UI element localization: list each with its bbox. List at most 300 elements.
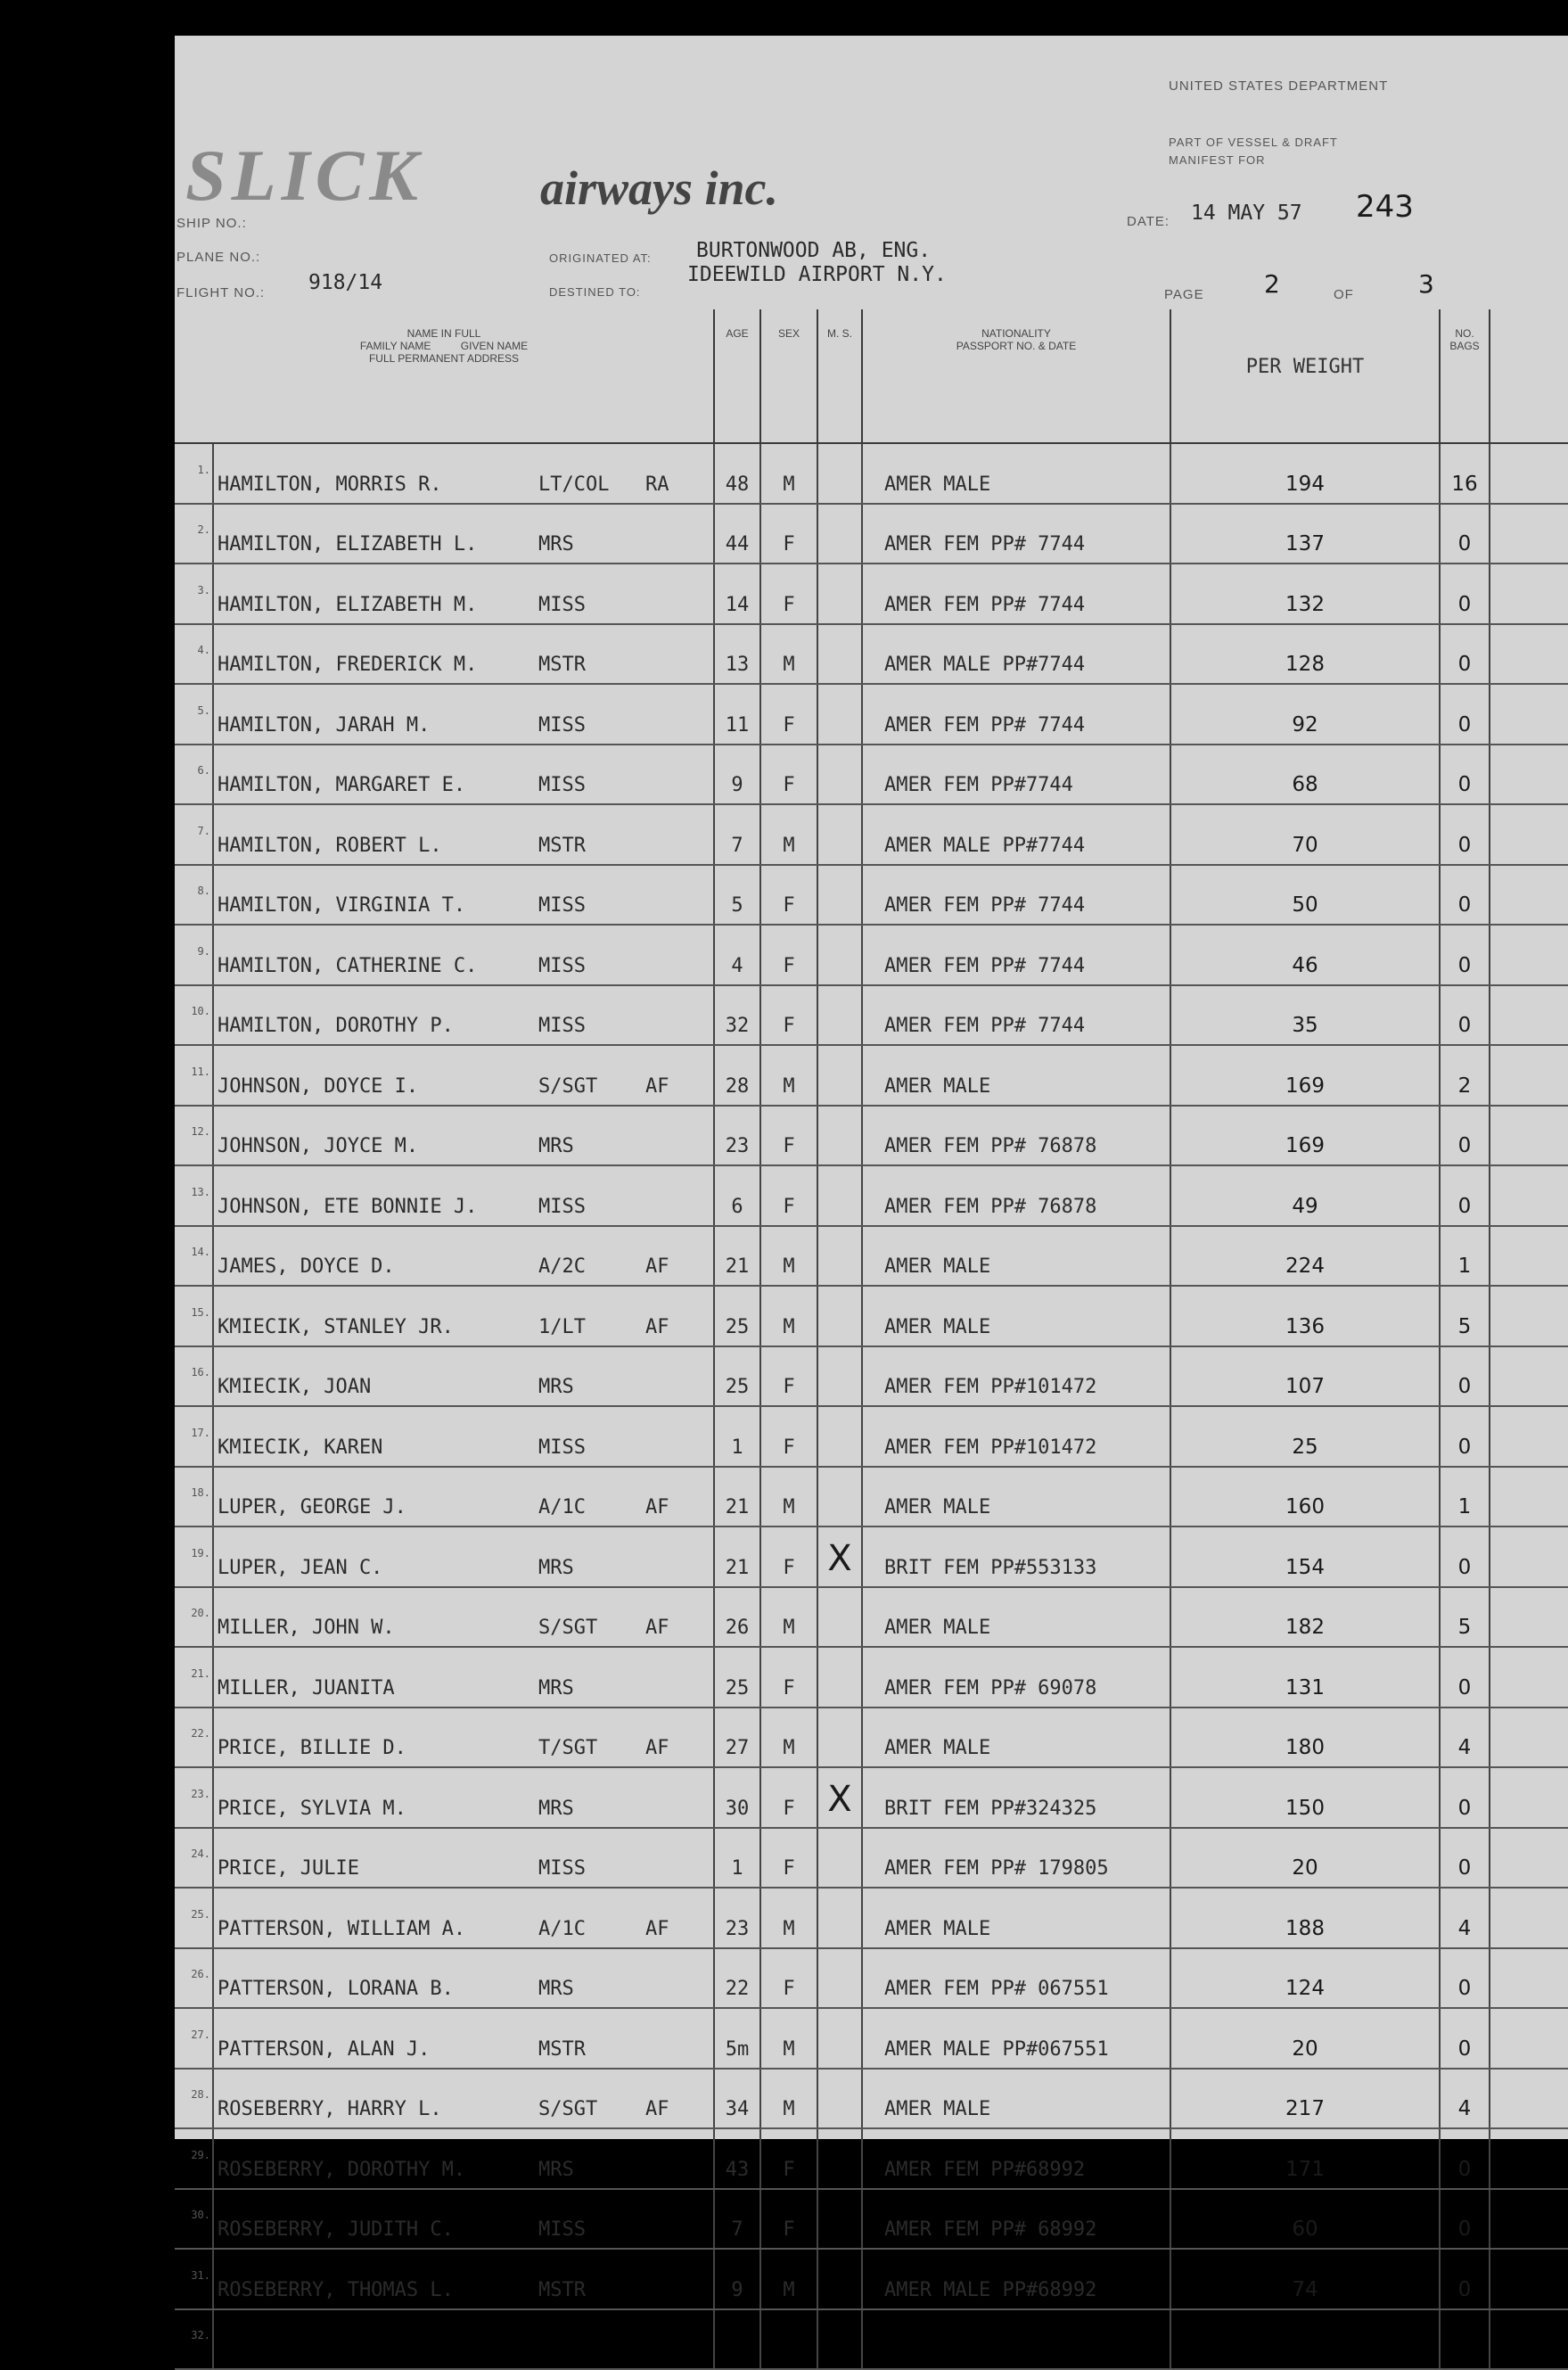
- weight-cell: 169: [1170, 1045, 1440, 1106]
- table-row: [175, 2128, 1568, 2189]
- nationality-cell: AMER FEM PP# 7744: [862, 985, 1170, 1046]
- passenger-service: AF: [645, 1315, 669, 1338]
- passenger-name: [213, 1828, 714, 1889]
- passenger-name: [213, 1527, 714, 1587]
- sex-cell: M: [760, 2008, 817, 2069]
- weight-cell: 194: [1170, 443, 1440, 504]
- row-number: 10.: [175, 985, 213, 1046]
- nationality-cell: AMER MALE: [862, 1286, 1170, 1346]
- sex-cell: F: [760, 504, 817, 564]
- age-cell: 9: [714, 2249, 760, 2309]
- bags-cell: 5: [1440, 1286, 1490, 1346]
- passenger-rank: MISS: [538, 774, 586, 796]
- nationality-cell: AMER MALE: [862, 1888, 1170, 1948]
- ms-cell: [817, 1106, 862, 1166]
- passenger-rank: MRS: [538, 1376, 574, 1398]
- table-row: [175, 985, 1568, 1046]
- row-number: 7.: [175, 804, 213, 865]
- passenger-name: [213, 1708, 714, 1768]
- nationality-cell: AMER FEM PP# 7744: [862, 684, 1170, 745]
- ms-cell: [817, 1346, 862, 1407]
- passenger-full-name: ROSEBERRY, JUDITH C.: [218, 2218, 454, 2241]
- sex-cell: F: [760, 745, 817, 805]
- ms-cell: [817, 2249, 862, 2309]
- extra-cell: [1490, 1286, 1568, 1346]
- extra-cell: [1490, 865, 1568, 926]
- weight-cell: [1170, 2309, 1440, 2370]
- weight-cell: 35: [1170, 985, 1440, 1046]
- date-value: 14 MAY 57: [1191, 202, 1302, 225]
- table-row: [175, 1647, 1568, 1708]
- name-column-header: [175, 309, 714, 443]
- passenger-rank: MISS: [538, 713, 586, 737]
- passenger-name: [213, 1647, 714, 1708]
- weight-cell: 92: [1170, 684, 1440, 745]
- weight-cell: 20: [1170, 2008, 1440, 2069]
- age-cell: 6: [714, 1165, 760, 1226]
- sex-cell: M: [760, 1708, 817, 1768]
- originated-label: ORIGINATED AT:: [549, 251, 652, 265]
- weight-cell: 49: [1170, 1165, 1440, 1226]
- passenger-rank: MRS: [538, 2158, 574, 2181]
- row-number: 19.: [175, 1527, 213, 1587]
- nationality-cell: BRIT FEM PP#324325: [862, 1767, 1170, 1828]
- passenger-name: [213, 564, 714, 624]
- bags-cell: 0: [1440, 865, 1490, 926]
- sex-cell: M: [760, 443, 817, 504]
- airline-logo-suffix: airways inc.: [540, 161, 779, 215]
- table-row: [175, 1708, 1568, 1768]
- ms-cell: [817, 2189, 862, 2250]
- row-number: 30.: [175, 2189, 213, 2250]
- weight-cell: 160: [1170, 1467, 1440, 1527]
- nationality-cell: AMER FEM PP# 7744: [862, 865, 1170, 926]
- stamp-number: 243: [1356, 189, 1414, 225]
- passenger-rank: MISS: [538, 1436, 586, 1459]
- ms-cell: [817, 1828, 862, 1889]
- sex-column-header: SEX: [760, 309, 817, 443]
- nationality-cell: AMER MALE PP#7744: [862, 624, 1170, 685]
- passenger-full-name: JOHNSON, DOYCE I.: [218, 1074, 419, 1098]
- age-cell: 25: [714, 1647, 760, 1708]
- table-row: [175, 2249, 1568, 2309]
- bags-cell: 4: [1440, 2069, 1490, 2129]
- bags-cell: 0: [1440, 985, 1490, 1046]
- extra-cell: [1490, 985, 1568, 1046]
- passenger-service: RA: [645, 473, 669, 496]
- ship-label: SHIP NO.:: [177, 216, 247, 231]
- extra-cell: [1490, 2128, 1568, 2189]
- sex-cell: M: [760, 1587, 817, 1648]
- nationality-cell: AMER FEM PP# 7744: [862, 925, 1170, 985]
- passenger-rank: S/SGT: [538, 2098, 598, 2120]
- row-number: 24.: [175, 1828, 213, 1889]
- table-row: [175, 1346, 1568, 1407]
- age-cell: 34: [714, 2069, 760, 2129]
- plane-label: PLANE NO.:: [177, 250, 261, 265]
- nationality-cell: AMER MALE: [862, 1467, 1170, 1527]
- bags-cell: 2: [1440, 1045, 1490, 1106]
- row-number: 2.: [175, 504, 213, 564]
- passenger-rank: MSTR: [538, 2037, 586, 2061]
- weight-cell: 124: [1170, 1948, 1440, 2009]
- passenger-name: [213, 2069, 714, 2129]
- table-row: [175, 2008, 1568, 2069]
- row-number: 22.: [175, 1708, 213, 1768]
- passenger-name: [213, 1888, 714, 1948]
- bags-cell: 0: [1440, 1647, 1490, 1708]
- passenger-rank: MISS: [538, 1857, 586, 1880]
- passenger-rank: MISS: [538, 2218, 586, 2241]
- sex-cell: F: [760, 1767, 817, 1828]
- bags-cell: 0: [1440, 1406, 1490, 1467]
- sex-cell: M: [760, 624, 817, 685]
- dept-label: UNITED STATES DEPARTMENT: [1169, 78, 1389, 94]
- passenger-rank: LT/COL: [538, 473, 610, 496]
- bags-cell: 0: [1440, 1346, 1490, 1407]
- sex-cell: F: [760, 564, 817, 624]
- weight-cell: 171: [1170, 2128, 1440, 2189]
- passenger-service: AF: [645, 1917, 669, 1940]
- age-cell: 48: [714, 443, 760, 504]
- passenger-rank: MRS: [538, 1797, 574, 1820]
- ms-cell: [817, 2008, 862, 2069]
- bags-cell: 0: [1440, 2008, 1490, 2069]
- destined-value: IDEEWILD AIRPORT N.Y.: [687, 263, 947, 286]
- extra-cell: [1490, 624, 1568, 685]
- form-title-1: PART OF VESSEL & DRAFT: [1169, 136, 1338, 149]
- sex-cell: F: [760, 1647, 817, 1708]
- nationality-cell: AMER FEM PP# 76878: [862, 1106, 1170, 1166]
- extra-cell: [1490, 1708, 1568, 1768]
- nationality-cell: AMER FEM PP# 76878: [862, 1165, 1170, 1226]
- passenger-full-name: ROSEBERRY, HARRY L.: [218, 2098, 442, 2120]
- passenger-rank: MISS: [538, 1015, 586, 1037]
- passenger-service: AF: [645, 1496, 669, 1518]
- age-cell: 26: [714, 1587, 760, 1648]
- age-cell: 5m: [714, 2008, 760, 2069]
- passenger-full-name: HAMILTON, ROBERT L.: [218, 834, 442, 857]
- age-cell: 11: [714, 684, 760, 745]
- page-total: 3: [1418, 269, 1434, 299]
- extra-cell: [1490, 925, 1568, 985]
- table-row: [175, 865, 1568, 926]
- passenger-name: [213, 1587, 714, 1648]
- passenger-full-name: HAMILTON, CATHERINE C.: [218, 954, 478, 977]
- passenger-name: [213, 1226, 714, 1287]
- extra-cell: [1490, 804, 1568, 865]
- sex-cell: F: [760, 1828, 817, 1889]
- row-number: 16.: [175, 1346, 213, 1407]
- bags-cell: 16: [1440, 443, 1490, 504]
- sex-cell: F: [760, 1527, 817, 1587]
- passenger-rank: MRS: [538, 1676, 574, 1699]
- age-cell: 25: [714, 1286, 760, 1346]
- nationality-cell: BRIT FEM PP#553133: [862, 1527, 1170, 1587]
- passenger-rank: MRS: [538, 533, 574, 555]
- ms-cell: X: [817, 1767, 862, 1828]
- table-row: [175, 1948, 1568, 2009]
- bags-cell: 4: [1440, 1708, 1490, 1768]
- nationality-cell: AMER FEM PP# 69078: [862, 1647, 1170, 1708]
- table-row: [175, 1888, 1568, 1948]
- table-row: [175, 2309, 1568, 2370]
- sex-cell: F: [760, 985, 817, 1046]
- passenger-name: [213, 2008, 714, 2069]
- passenger-full-name: HAMILTON, ELIZABETH L.: [218, 533, 478, 555]
- passenger-full-name: KMIECIK, STANLEY JR.: [218, 1315, 454, 1338]
- table-row: [175, 624, 1568, 685]
- passenger-name: [213, 804, 714, 865]
- nationality-cell: AMER FEM PP# 067551: [862, 1948, 1170, 2009]
- ms-cell: [817, 865, 862, 926]
- passenger-name: [213, 1406, 714, 1467]
- passenger-name: [213, 624, 714, 685]
- extra-cell: [1490, 1527, 1568, 1587]
- ms-cell: [817, 564, 862, 624]
- table-row: [175, 1467, 1568, 1527]
- extra-cell: [1490, 1226, 1568, 1287]
- passenger-full-name: PATTERSON, ALAN J.: [218, 2037, 431, 2061]
- airline-logo: SLICK: [185, 135, 423, 216]
- passenger-rank: MISS: [538, 954, 586, 977]
- ms-cell: [817, 1286, 862, 1346]
- passenger-name: [213, 1286, 714, 1346]
- sex-cell: M: [760, 1226, 817, 1287]
- nationality-cell: AMER FEM PP#68992: [862, 2128, 1170, 2189]
- passenger-rank: A/1C: [538, 1496, 586, 1518]
- extra-cell: [1490, 1888, 1568, 1948]
- passenger-name: [213, 985, 714, 1046]
- sex-cell: F: [760, 925, 817, 985]
- nationality-cell: [862, 2309, 1170, 2370]
- row-number: 11.: [175, 1045, 213, 1106]
- passenger-name: [213, 865, 714, 926]
- flight-label: FLIGHT NO.:: [177, 285, 266, 300]
- row-number: 28.: [175, 2069, 213, 2129]
- ms-cell: [817, 1587, 862, 1648]
- row-number: 26.: [175, 1948, 213, 2009]
- table-row: [175, 2189, 1568, 2250]
- ms-cell: [817, 745, 862, 805]
- passenger-full-name: LUPER, GEORGE J.: [218, 1496, 406, 1518]
- passenger-service: AF: [645, 1737, 669, 1759]
- bags-cell: 0: [1440, 2189, 1490, 2250]
- weight-cell: 180: [1170, 1708, 1440, 1768]
- nationality-cell: AMER MALE PP#067551: [862, 2008, 1170, 2069]
- sex-cell: M: [760, 1467, 817, 1527]
- flight-number: 918/14: [308, 271, 383, 294]
- passenger-full-name: JAMES, DOYCE D.: [218, 1255, 395, 1278]
- table-row: [175, 804, 1568, 865]
- age-cell: 44: [714, 504, 760, 564]
- weight-cell: 137: [1170, 504, 1440, 564]
- passenger-rank: MRS: [538, 1556, 574, 1579]
- bags-column-header: NO. BAGS: [1440, 309, 1490, 443]
- sex-cell: [760, 2309, 817, 2370]
- table-row: [175, 443, 1568, 504]
- sex-cell: F: [760, 865, 817, 926]
- extra-cell: [1490, 2309, 1568, 2370]
- weight-cell: 128: [1170, 624, 1440, 685]
- nationality-cell: AMER FEM PP# 179805: [862, 1828, 1170, 1889]
- passenger-rank: S/SGT: [538, 1617, 598, 1639]
- table-row: [175, 1828, 1568, 1889]
- row-number: 12.: [175, 1106, 213, 1166]
- manifest-sheet: [175, 36, 1568, 2342]
- ms-cell: [817, 1045, 862, 1106]
- passenger-full-name: HAMILTON, MARGARET E.: [218, 774, 466, 796]
- nationality-cell: AMER MALE: [862, 1708, 1170, 1768]
- age-cell: 5: [714, 865, 760, 926]
- nationality-column-header: [862, 309, 1170, 443]
- passenger-name: [213, 684, 714, 745]
- row-number: 20.: [175, 1587, 213, 1648]
- ms-cell: [817, 1888, 862, 1948]
- nationality-cell: AMER FEM PP# 7744: [862, 564, 1170, 624]
- ms-cell: [817, 1647, 862, 1708]
- ms-column-header: M. S.: [817, 309, 862, 443]
- passenger-name: [213, 1045, 714, 1106]
- nationality-cell: AMER FEM PP# 7744: [862, 504, 1170, 564]
- bags-cell: 0: [1440, 745, 1490, 805]
- extra-cell: [1490, 684, 1568, 745]
- sex-cell: M: [760, 1045, 817, 1106]
- row-number: 21.: [175, 1647, 213, 1708]
- weight-cell: 132: [1170, 564, 1440, 624]
- table-row: [175, 2069, 1568, 2129]
- passenger-full-name: HAMILTON, FREDERICK M.: [218, 654, 478, 676]
- extra-cell: [1490, 1045, 1568, 1106]
- sex-cell: M: [760, 1888, 817, 1948]
- sex-cell: M: [760, 1286, 817, 1346]
- originated-value: BURTONWOOD AB, ENG.: [696, 239, 932, 262]
- extra-column-header: [1490, 309, 1568, 443]
- extra-cell: [1490, 1106, 1568, 1166]
- address-header: FULL PERMANENT ADDRESS: [368, 352, 520, 365]
- weight-cell: 20: [1170, 1828, 1440, 1889]
- weight-cell: 50: [1170, 865, 1440, 926]
- extra-cell: [1490, 1767, 1568, 1828]
- passenger-full-name: PRICE, BILLIE D.: [218, 1737, 406, 1759]
- age-cell: 21: [714, 1226, 760, 1287]
- weight-cell: 188: [1170, 1888, 1440, 1948]
- form-title-2: MANIFEST FOR: [1169, 153, 1266, 167]
- extra-cell: [1490, 504, 1568, 564]
- age-column-header: AGE: [714, 309, 760, 443]
- weight-cell: 60: [1170, 2189, 1440, 2250]
- passenger-rank: A/2C: [538, 1255, 586, 1278]
- sex-cell: M: [760, 804, 817, 865]
- nationality-title: NATIONALITY: [981, 327, 1051, 340]
- age-cell: 7: [714, 2189, 760, 2250]
- extra-cell: [1490, 2189, 1568, 2250]
- nationality-cell: AMER MALE: [862, 443, 1170, 504]
- bags-cell: 0: [1440, 1767, 1490, 1828]
- row-number: 27.: [175, 2008, 213, 2069]
- ms-cell: [817, 1948, 862, 2009]
- row-number: 14.: [175, 1226, 213, 1287]
- bags-cell: 1: [1440, 1226, 1490, 1287]
- weight-cell: 224: [1170, 1226, 1440, 1287]
- extra-cell: [1490, 1406, 1568, 1467]
- passenger-name: [213, 2189, 714, 2250]
- row-number: 5.: [175, 684, 213, 745]
- passenger-name: [213, 2249, 714, 2309]
- table-header: [175, 309, 1568, 443]
- passenger-table: [175, 309, 1568, 2370]
- ms-cell: [817, 1708, 862, 1768]
- passenger-full-name: HAMILTON, DOROTHY P.: [218, 1015, 454, 1037]
- extra-cell: [1490, 2069, 1568, 2129]
- age-cell: 4: [714, 925, 760, 985]
- sex-cell: F: [760, 1948, 817, 2009]
- ms-cell: [817, 804, 862, 865]
- row-number: 25.: [175, 1888, 213, 1948]
- table-row: [175, 1286, 1568, 1346]
- extra-cell: [1490, 1828, 1568, 1889]
- passenger-full-name: HAMILTON, MORRIS R.: [218, 473, 442, 496]
- passenger-full-name: PRICE, SYLVIA M.: [218, 1797, 406, 1820]
- table-row: [175, 745, 1568, 805]
- age-cell: 23: [714, 1106, 760, 1166]
- ms-cell: [817, 1165, 862, 1226]
- age-cell: 28: [714, 1045, 760, 1106]
- bags-cell: 5: [1440, 1587, 1490, 1648]
- age-cell: 13: [714, 624, 760, 685]
- passenger-full-name: ROSEBERRY, DOROTHY M.: [218, 2158, 466, 2181]
- passenger-full-name: MILLER, JOHN W.: [218, 1617, 395, 1639]
- passenger-name: [213, 1106, 714, 1166]
- nationality-cell: AMER FEM PP#101472: [862, 1346, 1170, 1407]
- passenger-rank: MSTR: [538, 834, 586, 857]
- passenger-full-name: MILLER, JUANITA: [218, 1676, 395, 1699]
- passenger-full-name: LUPER, JEAN C.: [218, 1556, 383, 1579]
- weight-cell: 182: [1170, 1587, 1440, 1648]
- extra-cell: [1490, 443, 1568, 504]
- sex-cell: F: [760, 2189, 817, 2250]
- passenger-name: [213, 1467, 714, 1527]
- sex-cell: F: [760, 1406, 817, 1467]
- nationality-cell: AMER FEM PP# 68992: [862, 2189, 1170, 2250]
- passenger-name: [213, 745, 714, 805]
- extra-cell: [1490, 1467, 1568, 1527]
- weight-cell: 154: [1170, 1527, 1440, 1587]
- extra-cell: [1490, 2008, 1568, 2069]
- age-cell: 22: [714, 1948, 760, 2009]
- age-cell: 1: [714, 1406, 760, 1467]
- bags-cell: 0: [1440, 2249, 1490, 2309]
- row-number: 1.: [175, 443, 213, 504]
- sex-cell: F: [760, 684, 817, 745]
- row-number: 32.: [175, 2309, 213, 2370]
- passenger-rank: T/SGT: [538, 1737, 598, 1759]
- weight-cell: 131: [1170, 1647, 1440, 1708]
- passenger-rank: MISS: [538, 894, 586, 917]
- weight-column-header: PER WEIGHT: [1170, 309, 1440, 443]
- weight-cell: 107: [1170, 1346, 1440, 1407]
- passenger-name: [213, 2128, 714, 2189]
- bags-cell: 0: [1440, 1106, 1490, 1166]
- table-row: [175, 1165, 1568, 1226]
- table-row: [175, 1406, 1568, 1467]
- extra-cell: [1490, 1587, 1568, 1648]
- ms-cell: [817, 443, 862, 504]
- bags-cell: [1440, 2309, 1490, 2370]
- passenger-service: AF: [645, 1617, 669, 1639]
- table-row: [175, 1106, 1568, 1166]
- nationality-cell: AMER MALE PP#7744: [862, 804, 1170, 865]
